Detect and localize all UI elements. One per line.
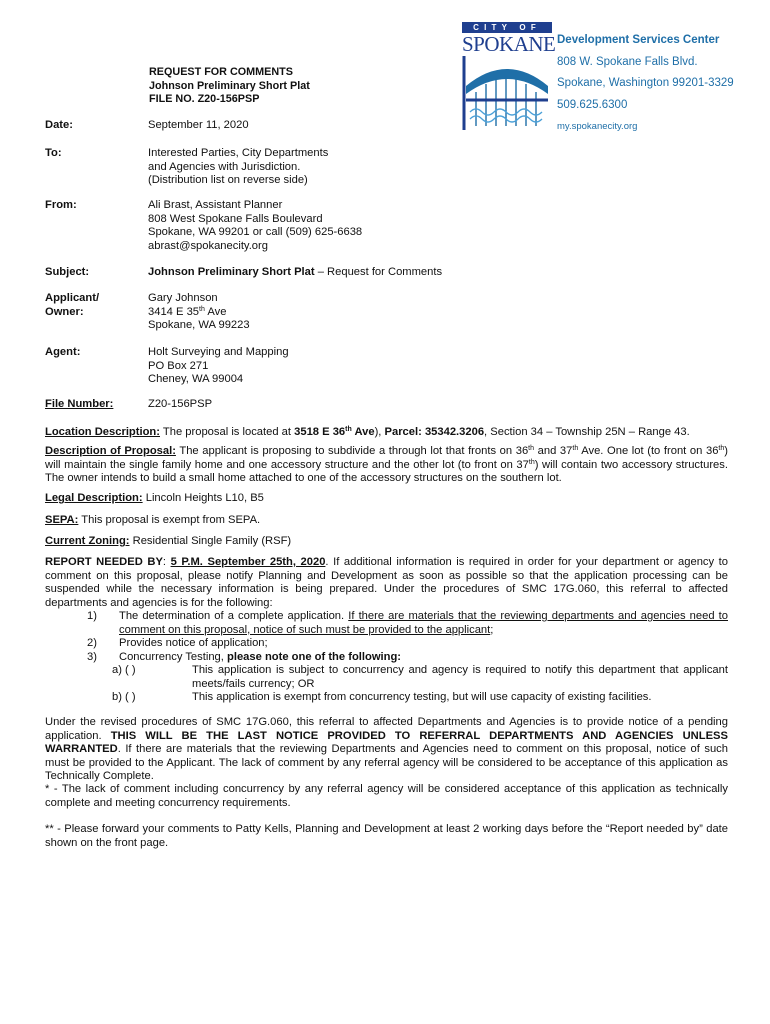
applicant-label bbox=[45, 292, 135, 319]
zoning-label: Current Zoning: bbox=[45, 535, 130, 547]
list-item bbox=[45, 651, 728, 665]
proposal-sup: th bbox=[572, 445, 579, 452]
subject-rest: – Request for Comments bbox=[314, 266, 443, 278]
sepa-section bbox=[45, 514, 728, 528]
notice-text: Under the revised procedures of SMC 17G.060, this referral to affected Departments and Agencies is to provide notice of a pending application. bbox=[45, 716, 728, 742]
applicant-name: Gary Johnson bbox=[148, 292, 218, 304]
concurrency-option-b bbox=[45, 691, 728, 705]
applicant-label-line2: Owner: bbox=[45, 305, 84, 318]
report-colon: : bbox=[162, 556, 171, 568]
list-text-bold: please note one of the following: bbox=[227, 650, 402, 663]
subject-project: Johnson Preliminary Short Plat bbox=[148, 266, 315, 278]
concurrency-text-b: This application is exempt from concurrency testing, but will use capacity of existing facilities. bbox=[192, 691, 652, 703]
concurrency-option-a bbox=[45, 664, 728, 691]
proposal-text: Ave. One lot (to front on 36 bbox=[578, 445, 719, 457]
applicant-value bbox=[148, 292, 728, 333]
concurrency-checkbox-a[interactable]: a) ( ) bbox=[112, 664, 136, 676]
notice-text: . If there are materials that the reviewing Departments and Agencies need to comment on this proposal, notice of such must be provided to the Applicant. The lack of comment by any referral agency will be considered to be acceptance of this application as Technically Complete. bbox=[45, 743, 728, 782]
proposal-sup: th bbox=[718, 445, 725, 452]
location-label: Location Description: bbox=[45, 426, 160, 438]
to-line: Interested Parties, City Departments bbox=[148, 147, 329, 159]
report-needed-by bbox=[45, 556, 728, 610]
proposal-sup: th bbox=[528, 445, 535, 452]
dsc-address-line2: Spokane, Washington 99201-3329 bbox=[557, 77, 734, 89]
subject-value bbox=[148, 266, 728, 280]
report-text: . If additional information is required in order for your department or agency to comment on this proposal, please notify Planning and Development as soon as possible so that the application processing can be suspended while the necessary information is being prepared. Under the procedures of SMC 17G.060, this referral to affected departments and agencies is for the following: bbox=[45, 556, 728, 609]
proposal-text: The applicant is proposing to subdivide a through lot that fronts on 36 bbox=[175, 445, 529, 457]
concurrency-text-a: This application is subject to concurrency and agency is required to notify this department that applicant meets/fails currency; OR bbox=[192, 664, 728, 690]
dsc-address-line1: 808 W. Spokane Falls Blvd. bbox=[557, 55, 698, 68]
concurrency-checkbox-b[interactable]: b) ( ) bbox=[112, 691, 136, 703]
footnote-forward-comments: ** - Please forward your comments to Patty Kells, Planning and Development at least 2 working days before the “Report needed by” date shown on the front page. bbox=[45, 823, 728, 849]
list-number: 1) bbox=[87, 610, 97, 622]
subject-label: Subject: bbox=[45, 266, 90, 278]
request-file-number: FILE NO. Z20-156PSP bbox=[149, 93, 260, 105]
applicant-street-b: Ave bbox=[204, 305, 227, 318]
applicant-street-sup: th bbox=[199, 305, 205, 313]
date-value: September 11, 2020 bbox=[148, 119, 249, 131]
agent-line: Holt Surveying and Mapping bbox=[148, 346, 289, 358]
zoning-section bbox=[45, 535, 728, 549]
applicant-city: Spokane, WA 99223 bbox=[148, 319, 250, 331]
location-address bbox=[294, 426, 374, 438]
list-number: 3) bbox=[87, 650, 97, 663]
list-text: ; bbox=[490, 623, 494, 636]
to-label: To: bbox=[45, 147, 62, 159]
report-label: REPORT NEEDED BY bbox=[45, 556, 163, 568]
legal-label: Legal Description: bbox=[45, 492, 143, 504]
list-text: The determination of a complete application. bbox=[119, 610, 349, 622]
location-text: , Section 34 – Township 25N – Range 43. bbox=[484, 426, 690, 438]
date-label: Date: bbox=[45, 119, 73, 131]
applicant-street-a: 3414 E 35 bbox=[148, 305, 200, 318]
agent-label: Agent: bbox=[45, 346, 81, 358]
report-deadline: 5 P.M. September 25th, 2020 bbox=[170, 556, 326, 568]
from-line: Ali Brast, Assistant Planner bbox=[148, 199, 283, 211]
request-title: REQUEST FOR COMMENTS bbox=[149, 66, 293, 78]
dsc-phone: 509.625.6300 bbox=[557, 98, 628, 111]
agent-value bbox=[148, 346, 728, 387]
request-project-name: Johnson Preliminary Short Plat bbox=[149, 79, 310, 92]
proposal-text: ) will contain two accessory structures. The owner intends to build a small home attached to one of the accessory structures on the southern lot. bbox=[45, 458, 728, 484]
location-text: The proposal is located at bbox=[160, 426, 295, 438]
legal-text: Lincoln Heights L10, B5 bbox=[142, 492, 264, 504]
location-text: ), bbox=[374, 426, 385, 438]
list-item bbox=[45, 637, 728, 651]
list-text: Concurrency Testing, bbox=[119, 650, 227, 663]
location-description bbox=[45, 426, 728, 440]
list-number: 2) bbox=[87, 637, 97, 649]
dsc-title: Development Services Center bbox=[557, 34, 720, 46]
location-address-a: 3518 E 36 bbox=[294, 426, 346, 438]
from-value bbox=[148, 199, 728, 253]
list-text-underlined: If there are materials that the reviewing departments and agencies need to comment on this proposal, notice of such must be provided to the applicant bbox=[119, 610, 728, 636]
referral-purpose-list bbox=[45, 610, 728, 705]
legal-description bbox=[45, 492, 728, 506]
location-address-b: Ave bbox=[351, 426, 375, 438]
list-item bbox=[45, 610, 728, 637]
to-line: and Agencies with Jurisdiction. bbox=[148, 160, 301, 173]
dsc-website: my.spokanecity.org bbox=[557, 121, 638, 132]
to-value bbox=[148, 147, 728, 188]
location-parcel: Parcel: 35342.3206 bbox=[384, 426, 485, 438]
location-address-sup: th bbox=[345, 426, 352, 433]
proposal-text: ) will maintain the single family home and one accessory structure and the other lot (to front on 37 bbox=[45, 445, 728, 471]
file-number-label: File Number: bbox=[45, 398, 114, 410]
proposal-text: and 37 bbox=[534, 445, 573, 457]
proposal-sup: th bbox=[528, 458, 535, 466]
sepa-text: This proposal is exempt from SEPA. bbox=[78, 514, 261, 526]
sepa-label: SEPA: bbox=[45, 514, 79, 526]
to-line: (Distribution list on reverse side) bbox=[148, 174, 308, 186]
agent-line: PO Box 271 bbox=[148, 359, 209, 372]
from-line: Spokane, WA 99201 or call (509) 625-6638 bbox=[148, 226, 363, 238]
logo-spokane-text: SPOKANE bbox=[462, 32, 556, 56]
agent-line: Cheney, WA 99004 bbox=[148, 373, 244, 385]
list-text: Provides notice of application; bbox=[119, 637, 268, 649]
applicant-street bbox=[148, 306, 728, 320]
from-label: From: bbox=[45, 199, 77, 211]
city-of-spokane-logo bbox=[462, 22, 556, 130]
request-header bbox=[149, 66, 310, 107]
file-number-value: Z20-156PSP bbox=[148, 398, 213, 410]
zoning-text: Residential Single Family (RSF) bbox=[129, 535, 292, 547]
proposal-description bbox=[45, 445, 728, 486]
from-email: abrast@spokanecity.org bbox=[148, 239, 268, 252]
from-line: 808 West Spokane Falls Boulevard bbox=[148, 212, 323, 225]
applicant-label-line1: Applicant/ bbox=[45, 292, 100, 304]
footnote-concurrency: * - The lack of comment including concurrency by any referral agency will be considered acceptance of this application as technically complete and meeting concurrency requirements. bbox=[45, 783, 728, 809]
logo-city-of-text: CITY OF bbox=[462, 22, 552, 33]
proposal-label: Description of Proposal: bbox=[45, 445, 176, 457]
notice-paragraph bbox=[45, 716, 728, 784]
notice-bold-text: THIS WILL BE THE LAST NOTICE PROVIDED TO REFERRAL DEPARTMENTS AND AGENCIES UNLESS WARRANTED bbox=[45, 729, 728, 755]
